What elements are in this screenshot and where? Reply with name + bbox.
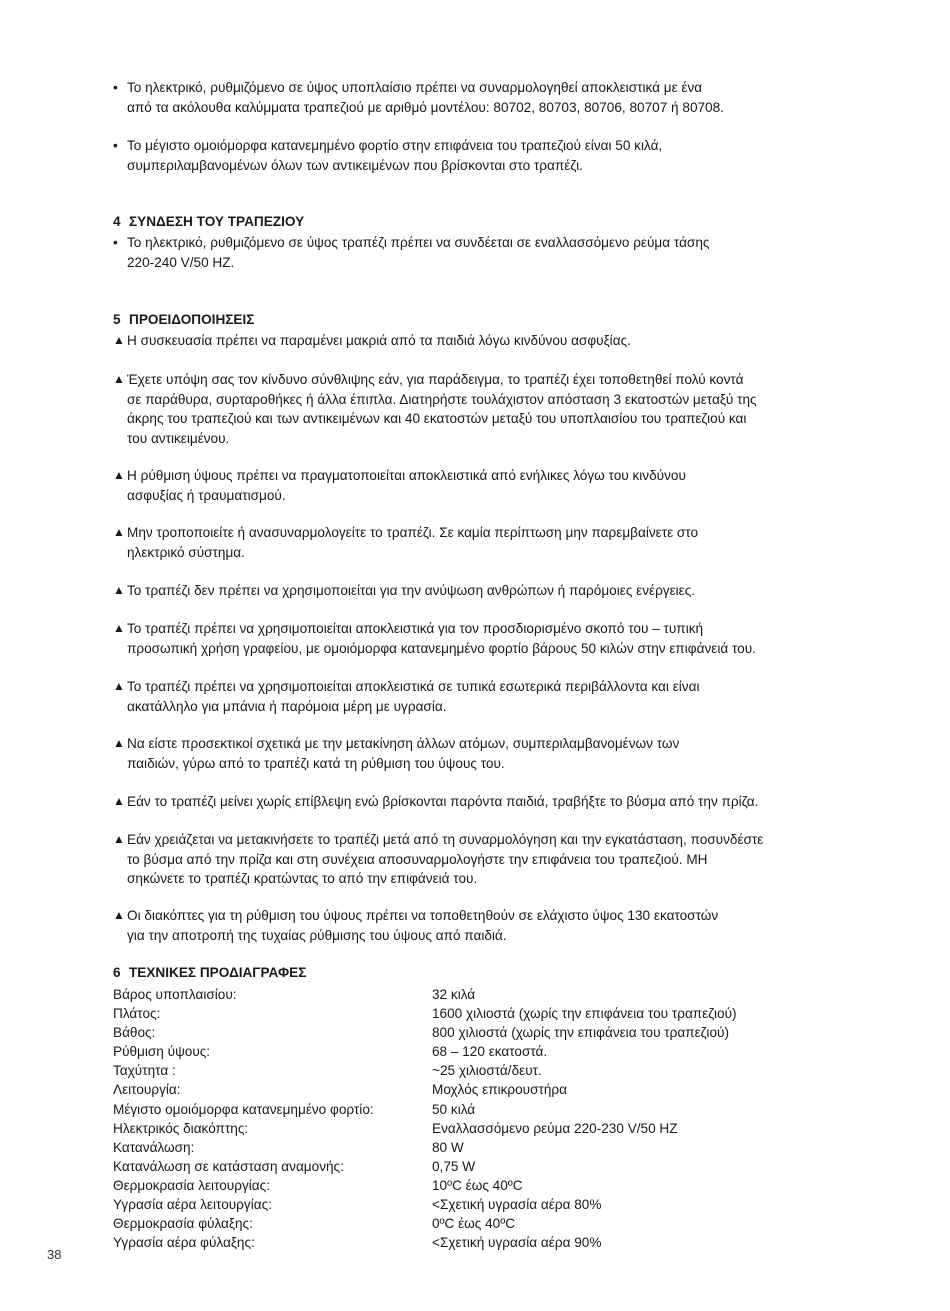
warning-line: Το τραπέζι πρέπει να χρησιμοποιείται αποκλειστικά για τον προσδιορισμένο σκοπό του – τυπική bbox=[127, 621, 704, 636]
spec-row bbox=[113, 1023, 833, 1042]
warning-triangle-icon: ▲ bbox=[113, 583, 125, 597]
section-title: ΠΡΟΕΙΔΟΠΟΙΗΣΕΙΣ bbox=[129, 312, 255, 327]
spec-value: 10ºC έως 40ºC bbox=[432, 1177, 523, 1193]
warning-line: ακατάλληλο για μπάνια ή παρόμοια μέρη με υγρασία. bbox=[127, 698, 447, 714]
warning-triangle-icon: ▲ bbox=[113, 621, 125, 635]
warning-triangle-icon: ▲ bbox=[113, 908, 125, 922]
warning-triangle-icon: ▲ bbox=[113, 679, 125, 693]
spec-label: Βάρος υποπλαισίου: bbox=[113, 987, 237, 1002]
warning-line: ηλεκτρικό σύστημα. bbox=[127, 544, 245, 560]
warning-line: Το τραπέζι δεν πρέπει να χρησιμοποιείται για την ανύψωση ανθρώπων ή παρόμοιες ενέργειες. bbox=[127, 583, 696, 598]
warning-item bbox=[113, 830, 843, 889]
spec-value: 0ºC έως 40ºC bbox=[432, 1216, 516, 1232]
spec-label: Ρύθμιση ύψους: bbox=[113, 1044, 211, 1060]
warning-item bbox=[113, 619, 843, 658]
spec-value: 0,75 W bbox=[432, 1158, 476, 1174]
warning-line: του αντικειμένου. bbox=[127, 430, 230, 446]
warning-line: Η συσκευασία πρέπει να παραμένει μακριά από τα παιδιά λόγω κινδύνου ασφυξίας. bbox=[127, 333, 631, 348]
section-title: ΣΥΝΔΕΣΗ ΤΟΥ ΤΡΑΠΕΖΙΟΥ bbox=[129, 214, 305, 229]
warning-item bbox=[113, 523, 843, 562]
spec-value: 80 W bbox=[432, 1139, 464, 1155]
spec-label: Θερμοκρασία λειτουργίας: bbox=[113, 1177, 270, 1193]
section-number: 5 bbox=[113, 312, 121, 327]
warning-line: Μην τροποποιείτε ή ανασυναρμολογείτε το τραπέζι. Σε καμία περίπτωση μην παρεμβαίνετε στο bbox=[127, 525, 699, 540]
spec-value: <Σχετική υγρασία αέρα 80% bbox=[432, 1197, 602, 1213]
spec-label: Μέγιστο ομοιόμορφα κατανεμημένο φορτίο: bbox=[113, 1101, 374, 1117]
spec-row bbox=[113, 1061, 833, 1080]
spec-row bbox=[113, 1080, 833, 1099]
bullet-dot-icon: • bbox=[113, 80, 118, 95]
spec-value: 50 κιλά bbox=[432, 1101, 476, 1117]
warning-line: για την αποτροπή της τυχαίας ρύθμισης του ύψους από παιδιά. bbox=[127, 927, 507, 943]
section-number: 6 bbox=[113, 965, 121, 980]
spec-row bbox=[113, 1233, 833, 1252]
spec-row bbox=[113, 1157, 833, 1176]
warning-triangle-icon: ▲ bbox=[113, 468, 125, 482]
spec-label: Υγρασία αέρα φύλαξης: bbox=[113, 1235, 255, 1251]
spec-label: Υγρασία αέρα λειτουργίας: bbox=[113, 1197, 272, 1213]
bullet-line: Το ηλεκτρικό, ρυθμιζόμενο σε ύψος υποπλαίσιο πρέπει να συναρμολογηθεί αποκλειστικά με ένα bbox=[127, 80, 703, 95]
specs-table bbox=[113, 985, 833, 1252]
warning-line: Εάν το τραπέζι μείνει χωρίς επίβλεψη ενώ βρίσκονται παρόντα παιδιά, τραβήξτε το βύσμα από την πρίζα. bbox=[127, 794, 759, 809]
warning-item bbox=[113, 734, 843, 773]
warning-item bbox=[113, 906, 843, 945]
warning-triangle-icon: ▲ bbox=[113, 736, 125, 750]
bullet-line: από τα ακόλουθα καλύμματα τραπεζιού με αριθμό μοντέλου: 80702, 80703, 80706, 80707 ή 80708. bbox=[127, 99, 724, 115]
warning-line: Οι διακόπτες για τη ρύθμιση του ύψους πρέπει να τοποθετηθούν σε ελάχιστο ύψος 130 εκατοστών bbox=[127, 908, 719, 923]
warning-line: προσωπική χρήση γραφείου, με ομοιόμορφα κατανεμημένο φορτίο βάρους 50 κιλών στην επιφάνειά του. bbox=[127, 640, 756, 656]
warning-item bbox=[113, 370, 843, 448]
bullet-line: συμπεριλαμβανομένων όλων των αντικειμένων που βρίσκονται στο τραπέζι. bbox=[127, 157, 583, 173]
spec-label: Ταχύτητα : bbox=[113, 1063, 176, 1079]
spec-value: 68 – 120 εκατοστά. bbox=[432, 1044, 548, 1060]
bullet-line: Το ηλεκτρικό, ρυθμιζόμενο σε ύψος τραπέζι πρέπει να συνδέεται σε εναλλασσόμενο ρεύμα τάσης bbox=[127, 235, 710, 250]
spec-row bbox=[113, 1100, 833, 1119]
spec-row bbox=[113, 1042, 833, 1061]
intro-bullet bbox=[113, 78, 843, 117]
warning-triangle-icon: ▲ bbox=[113, 832, 125, 846]
spec-value: 800 χιλιοστά (χωρίς την επιφάνεια του τραπεζιού) bbox=[432, 1025, 729, 1041]
warning-line: σε παράθυρα, συρταροθήκες ή άλλα έπιπλα. Διατηρήστε τουλάχιστον απόσταση 3 εκατοστών μεταξύ της bbox=[127, 391, 757, 407]
spec-label: Ηλεκτρικός διακόπτης: bbox=[113, 1120, 249, 1136]
spec-row bbox=[113, 1004, 833, 1023]
warning-triangle-icon: ▲ bbox=[113, 333, 125, 347]
section-4-heading bbox=[113, 212, 304, 232]
warning-item bbox=[113, 466, 843, 505]
spec-row bbox=[113, 1195, 833, 1214]
warning-line: Έχετε υπόψη σας τον κίνδυνο σύνθλιψης εάν, για παράδειγμα, το τραπέζι έχει τοποθετηθεί πολύ κοντά bbox=[127, 372, 744, 387]
spec-value: 32 κιλά bbox=[432, 987, 476, 1002]
warning-triangle-icon: ▲ bbox=[113, 372, 125, 386]
section-5-heading bbox=[113, 310, 254, 330]
section-6-heading bbox=[113, 963, 306, 983]
spec-label: Κατανάλωση: bbox=[113, 1139, 195, 1155]
spec-row bbox=[113, 985, 833, 1004]
spec-value: ~25 χιλιοστά/δευτ. bbox=[432, 1063, 542, 1079]
spec-row bbox=[113, 1119, 833, 1138]
spec-label: Κατανάλωση σε κατάσταση αναμονής: bbox=[113, 1158, 344, 1174]
spec-value: Μοχλός επικρουστήρα bbox=[432, 1082, 568, 1098]
warning-line: σηκώνετε το τραπέζι κρατώντας το από την επιφάνειά του. bbox=[127, 871, 478, 887]
warning-line: Να είστε προσεκτικοί σχετικά με την μετακίνηση άλλων ατόμων, συμπεριλαμβανομένων των bbox=[127, 736, 680, 751]
spec-label: Βάθος: bbox=[113, 1025, 156, 1041]
spec-value: Εναλλασσόμενο ρεύμα 220-230 V/50 HZ bbox=[432, 1120, 678, 1136]
warning-line: Εάν χρειάζεται να μετακινήσετε το τραπέζι μετά από τη συναρμολόγηση και την εγκατάσταση, ποσυνδέστε bbox=[127, 832, 764, 847]
spec-value: <Σχετική υγρασία αέρα 90% bbox=[432, 1235, 602, 1251]
warning-line: Η ρύθμιση ύψους πρέπει να πραγματοποιείται αποκλειστικά από ενήλικες λόγω του κινδύνου bbox=[127, 468, 686, 483]
bullet-line: Το μέγιστο ομοιόμορφα κατανεμημένο φορτίο στην επιφάνεια του τραπεζιού είναι 50 κιλά, bbox=[127, 138, 663, 153]
spec-row bbox=[113, 1138, 833, 1157]
page-number: 38 bbox=[47, 1247, 62, 1262]
warning-item bbox=[113, 331, 843, 351]
section-title: ΤΕΧΝΙΚΕΣ ΠΡΟΔΙΑΓΡΑΦΕΣ bbox=[129, 965, 307, 980]
warning-item bbox=[113, 581, 843, 601]
bullet-line: 220-240 V/50 HZ. bbox=[127, 254, 235, 270]
warning-line: το βύσμα από την πρίζα και στη συνέχεια αποσυναρμολογήστε την επιφάνεια του τραπεζιού. ΜΗ bbox=[127, 851, 708, 867]
warning-item bbox=[113, 792, 843, 812]
warning-line: παιδιών, γύρω από το τραπέζι κατά τη ρύθμιση του ύψους του. bbox=[127, 755, 505, 771]
warning-line: ασφυξίας ή τραυματισμού. bbox=[127, 487, 286, 503]
warning-item bbox=[113, 677, 843, 716]
warning-triangle-icon: ▲ bbox=[113, 525, 125, 539]
spec-row bbox=[113, 1176, 833, 1195]
warning-triangle-icon: ▲ bbox=[113, 794, 125, 808]
spec-value: 1600 χιλιοστά (χωρίς την επιφάνεια του τραπεζιού) bbox=[432, 1006, 737, 1022]
spec-label: Λειτουργία: bbox=[113, 1082, 181, 1098]
section-4-bullet bbox=[113, 233, 843, 272]
warning-line: άκρης του τραπεζιού και των αντικειμένων και 40 εκατοστών μεταξύ του υποπλαισίου του τραπεζιού και bbox=[127, 411, 747, 427]
warning-line: Το τραπέζι πρέπει να χρησιμοποιείται αποκλειστικά σε τυπικά εσωτερικά περιβάλλοντα και είναι bbox=[127, 679, 700, 694]
spec-label: Πλάτος: bbox=[113, 1006, 161, 1022]
spec-row bbox=[113, 1214, 833, 1233]
bullet-dot-icon: • bbox=[113, 235, 118, 250]
section-number: 4 bbox=[113, 214, 121, 229]
spec-label: Θερμοκρασία φύλαξης: bbox=[113, 1216, 253, 1232]
intro-bullet bbox=[113, 136, 843, 175]
bullet-dot-icon: • bbox=[113, 138, 118, 153]
